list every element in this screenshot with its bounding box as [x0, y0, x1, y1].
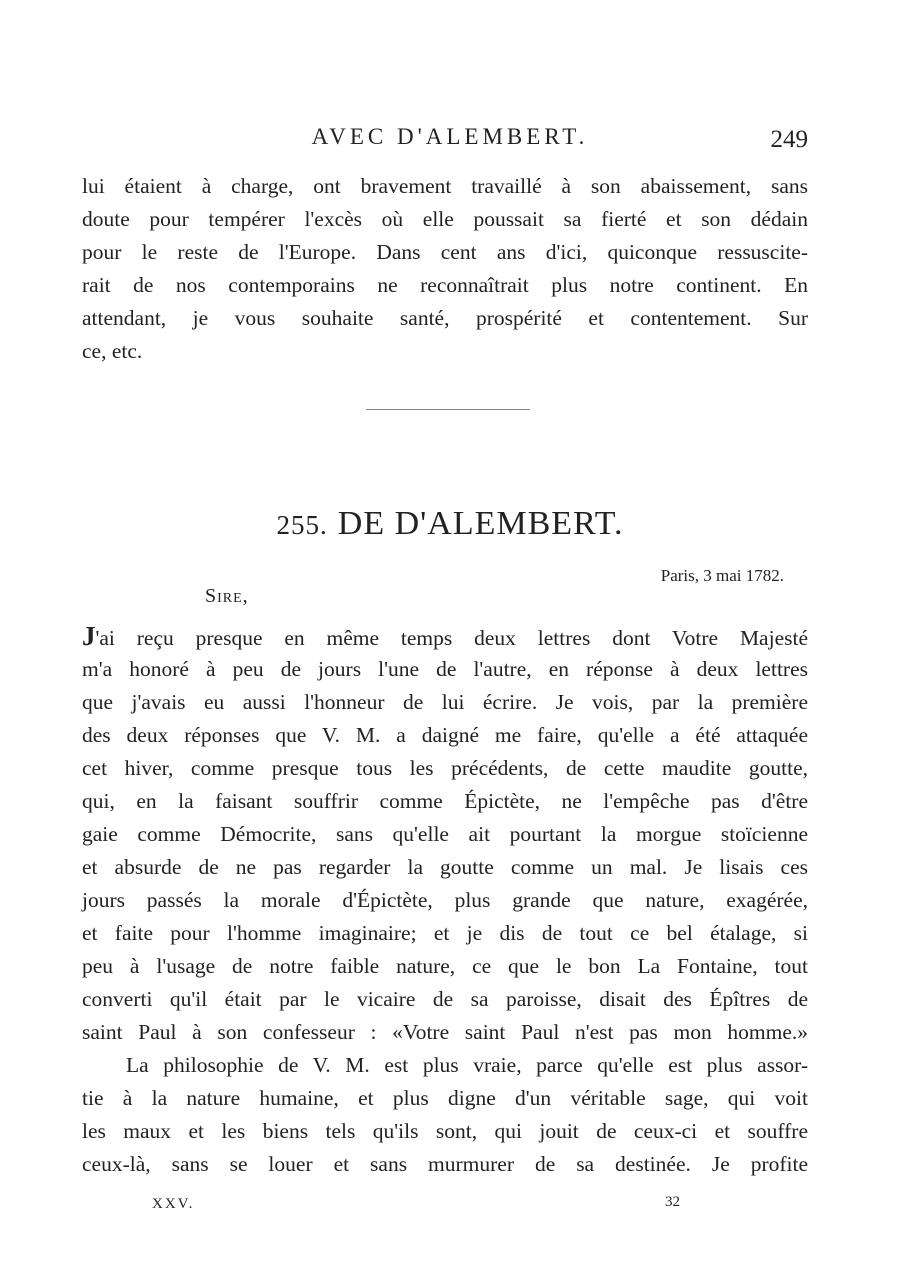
text-line: m'a honoré à peu de jours l'une de l'autre, en réponse à deux lettres: [82, 657, 808, 681]
text-line: 'ai reçu presque en même temps deux lettres dont Votre Majesté: [95, 626, 808, 650]
text-line: qui, en la faisant souffrir comme Épictète, ne l'empêche pas d'être: [82, 789, 808, 813]
text-line: que j'avais eu aussi l'honneur de lui écrire. Je vois, par la première: [82, 690, 808, 714]
text-line: peu à l'usage de notre faible nature, ce que le bon La Fontaine, tout: [82, 954, 808, 978]
text-line: gaie comme Démocrite, sans qu'elle ait pourtant la morgue stoïcienne: [82, 822, 808, 846]
text-line: des deux réponses que V. M. a daigné me faire, qu'elle a été attaquée: [82, 723, 808, 747]
text-line: cet hiver, comme presque tous les précédents, de cette maudite goutte,: [82, 756, 808, 780]
text-line: tie à la nature humaine, et plus digne d'un véritable sage, qui voit: [82, 1086, 808, 1110]
signature-mark: 32: [665, 1194, 680, 1210]
text-line: jours passés la morale d'Épictète, plus grande que nature, exagérée,: [82, 888, 808, 912]
letter-heading: DE D'ALEMBERT.: [337, 505, 624, 542]
text-line: les maux et les biens tels qu'ils sont, qui jouit de ceux-ci et souffre: [82, 1119, 808, 1143]
text-line: converti qu'il était par le vicaire de sa paroisse, disait des Épîtres de: [82, 987, 808, 1011]
drop-letter: J: [82, 621, 96, 651]
salutation: Sire,: [205, 585, 249, 607]
text-line: ceux-là, sans se louer et sans murmurer de sa destinée. Je profite: [82, 1152, 808, 1176]
page-number: 249: [770, 126, 808, 153]
text-line: doute pour tempérer l'excès où elle poussait sa fierté et son dédain: [82, 207, 808, 231]
text-line: et faite pour l'homme imaginaire; et je dis de tout ce bel étalage, si: [82, 921, 808, 945]
text-line: La philosophie de V. M. est plus vraie, parce qu'elle est plus assor-: [126, 1053, 808, 1077]
text-line: attendant, je vous souhaite santé, prospérité et contentement. Sur: [82, 306, 808, 330]
letter-number: 255.: [276, 510, 328, 540]
letter-date: Paris, 3 mai 1782.: [660, 566, 784, 585]
text-line: et absurde de ne pas regarder la goutte comme un mal. Je lisais ces: [82, 855, 808, 879]
volume-mark: XXV.: [152, 1196, 195, 1212]
running-title: AVEC D'ALEMBERT.: [311, 124, 589, 149]
text-line: rait de nos contemporains ne reconnaîtrait plus notre continent. En: [82, 273, 808, 297]
paragraph-1: [82, 620, 808, 1181]
continuation-paragraph: [82, 170, 808, 368]
letter-title: [0, 505, 900, 543]
text-line: ce, etc.: [82, 339, 143, 363]
section-divider: [366, 409, 530, 410]
text-line: pour le reste de l'Europe. Dans cent ans d'ici, quiconque ressuscite-: [82, 240, 808, 264]
text-line: lui étaient à charge, ont bravement travaillé à son abaissement, sans: [82, 174, 808, 198]
text-line: saint Paul à son confesseur : «Votre saint Paul n'est pas mon homme.»: [82, 1020, 808, 1044]
